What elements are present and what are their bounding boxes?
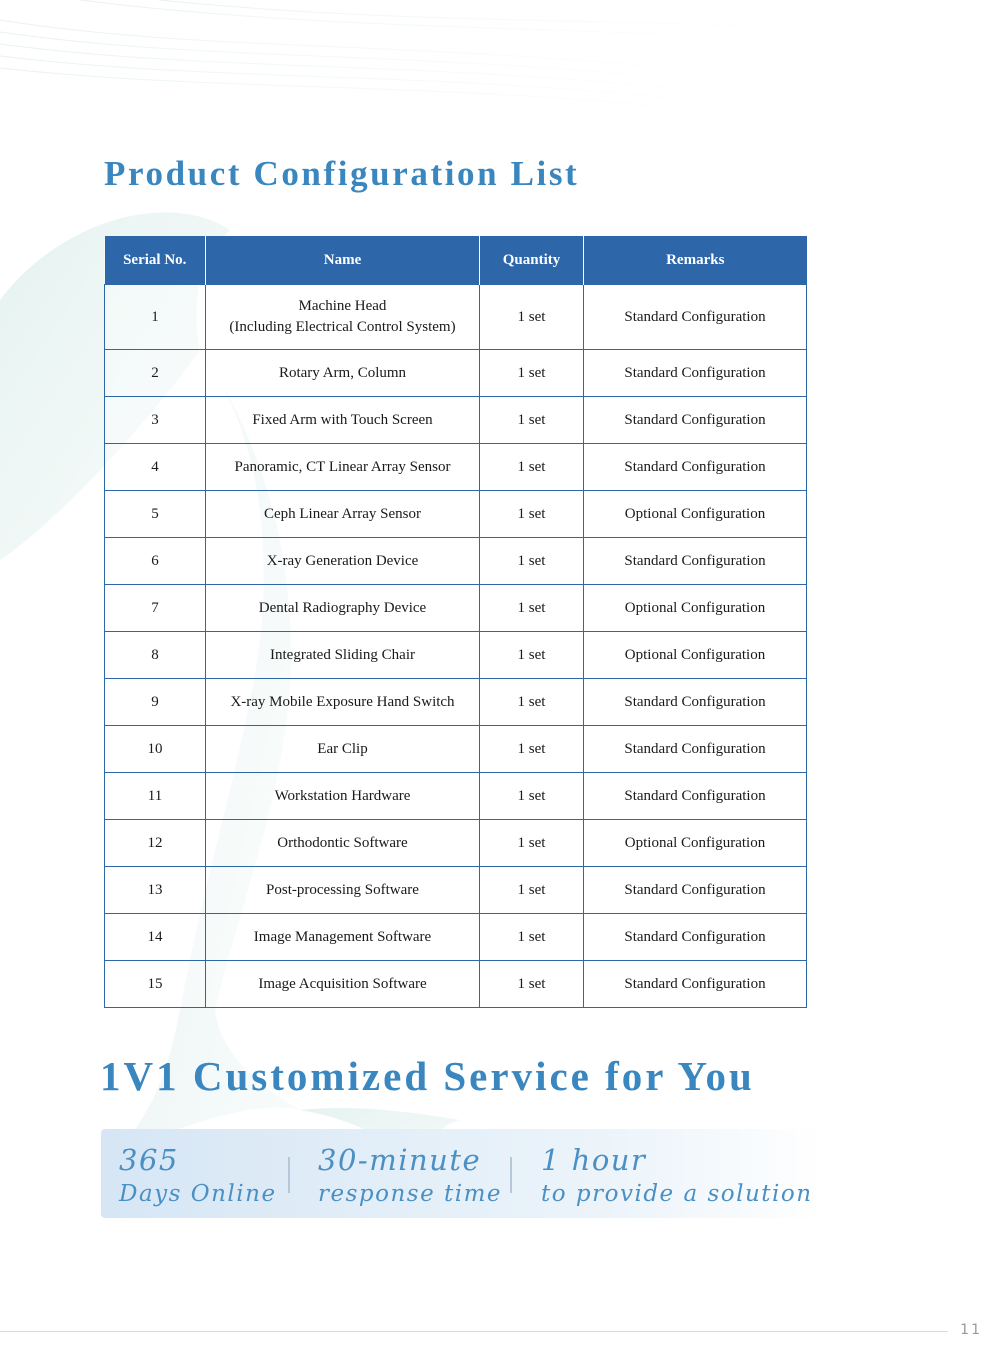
- cell-remarks: Standard Configuration: [584, 914, 807, 961]
- header-quantity: Quantity: [480, 236, 584, 285]
- cell-name: Fixed Arm with Touch Screen: [206, 397, 480, 444]
- table-row: [105, 679, 807, 726]
- table-row: [105, 538, 807, 585]
- cell-quantity: 1 set: [480, 538, 584, 585]
- table-row: [105, 867, 807, 914]
- cell-quantity: 1 set: [480, 397, 584, 444]
- cell-remarks: Standard Configuration: [584, 726, 807, 773]
- cell-remarks: Optional Configuration: [584, 585, 807, 632]
- cell-quantity: 1 set: [480, 726, 584, 773]
- table-header-row: [105, 236, 807, 285]
- page-title: Product Configuration List: [104, 154, 580, 193]
- table-row: [105, 773, 807, 820]
- cell-serial: 9: [105, 679, 206, 726]
- cell-remarks: Optional Configuration: [584, 632, 807, 679]
- cell-name: Ear Clip: [206, 726, 480, 773]
- cell-quantity: 1 set: [480, 585, 584, 632]
- cell-quantity: 1 set: [480, 679, 584, 726]
- cell-name: X-ray Generation Device: [206, 538, 480, 585]
- cell-name: Image Acquisition Software: [206, 961, 480, 1008]
- table-row: [105, 632, 807, 679]
- cell-remarks: Standard Configuration: [584, 538, 807, 585]
- cell-remarks: Optional Configuration: [584, 820, 807, 867]
- cell-quantity: 1 set: [480, 285, 584, 350]
- cell-quantity: 1 set: [480, 350, 584, 397]
- cell-name: Orthodontic Software: [206, 820, 480, 867]
- stat-caption: to provide a solution: [541, 1181, 813, 1207]
- wave-lines: [0, 0, 1000, 158]
- stat-solution-time: [541, 1143, 813, 1211]
- cell-serial: 12: [105, 820, 206, 867]
- table-row: [105, 961, 807, 1008]
- table-row: [105, 444, 807, 491]
- cell-remarks: Standard Configuration: [584, 285, 807, 350]
- stat-value: 365: [119, 1143, 179, 1177]
- cell-name: [206, 285, 480, 350]
- cell-serial: 6: [105, 538, 206, 585]
- cell-name: Workstation Hardware: [206, 773, 480, 820]
- cell-remarks: Optional Configuration: [584, 491, 807, 538]
- service-banner: [101, 1129, 821, 1218]
- cell-serial: 3: [105, 397, 206, 444]
- cell-serial: 7: [105, 585, 206, 632]
- header-remarks: Remarks: [584, 236, 807, 285]
- cell-serial: 15: [105, 961, 206, 1008]
- cell-name: Post-processing Software: [206, 867, 480, 914]
- cell-quantity: 1 set: [480, 444, 584, 491]
- cell-quantity: 1 set: [480, 820, 584, 867]
- cell-serial: 11: [105, 773, 206, 820]
- cell-serial: 13: [105, 867, 206, 914]
- footer-rule: [0, 1331, 948, 1332]
- service-title: 1V1 Customized Service for You: [100, 1053, 755, 1099]
- stat-days-online: [119, 1143, 277, 1211]
- cell-name: Dental Radiography Device: [206, 585, 480, 632]
- cell-quantity: 1 set: [480, 491, 584, 538]
- cell-remarks: Standard Configuration: [584, 350, 807, 397]
- stat-value: 1 hour: [541, 1143, 647, 1177]
- cell-name: X-ray Mobile Exposure Hand Switch: [206, 679, 480, 726]
- cell-name: Rotary Arm, Column: [206, 350, 480, 397]
- table-row: [105, 585, 807, 632]
- table-row: [105, 820, 807, 867]
- stat-divider: [288, 1157, 290, 1193]
- cell-remarks: Standard Configuration: [584, 867, 807, 914]
- cell-serial: 5: [105, 491, 206, 538]
- cell-quantity: 1 set: [480, 961, 584, 1008]
- stat-value: 30-minute: [318, 1143, 482, 1177]
- cell-name-line: (Including Electrical Control System): [229, 319, 456, 335]
- table-row: [105, 397, 807, 444]
- cell-serial: 1: [105, 285, 206, 350]
- header-name: Name: [206, 236, 480, 285]
- cell-remarks: Standard Configuration: [584, 444, 807, 491]
- header-serial-no: Serial No.: [105, 236, 206, 285]
- table-row: [105, 914, 807, 961]
- table-row: [105, 350, 807, 397]
- cell-name: Integrated Sliding Chair: [206, 632, 480, 679]
- table-row: [105, 285, 807, 350]
- cell-remarks: Standard Configuration: [584, 961, 807, 1008]
- table-row: [105, 491, 807, 538]
- page-number: 11: [960, 1322, 982, 1338]
- cell-serial: 8: [105, 632, 206, 679]
- cell-name: Ceph Linear Array Sensor: [206, 491, 480, 538]
- cell-serial: 4: [105, 444, 206, 491]
- cell-serial: 10: [105, 726, 206, 773]
- cell-quantity: 1 set: [480, 867, 584, 914]
- configuration-table: [104, 236, 807, 1008]
- cell-serial: 14: [105, 914, 206, 961]
- cell-remarks: Standard Configuration: [584, 397, 807, 444]
- cell-remarks: Standard Configuration: [584, 679, 807, 726]
- stat-response-time: [318, 1143, 502, 1211]
- cell-serial: 2: [105, 350, 206, 397]
- cell-name: Panoramic, CT Linear Array Sensor: [206, 444, 480, 491]
- cell-remarks: Standard Configuration: [584, 773, 807, 820]
- cell-quantity: 1 set: [480, 773, 584, 820]
- cell-name: Image Management Software: [206, 914, 480, 961]
- cell-name-line: Machine Head: [298, 298, 387, 314]
- cell-quantity: 1 set: [480, 914, 584, 961]
- stat-caption: response time: [318, 1181, 503, 1207]
- stat-divider: [510, 1157, 512, 1193]
- table-row: [105, 726, 807, 773]
- stat-caption: Days Online: [119, 1181, 277, 1207]
- cell-quantity: 1 set: [480, 632, 584, 679]
